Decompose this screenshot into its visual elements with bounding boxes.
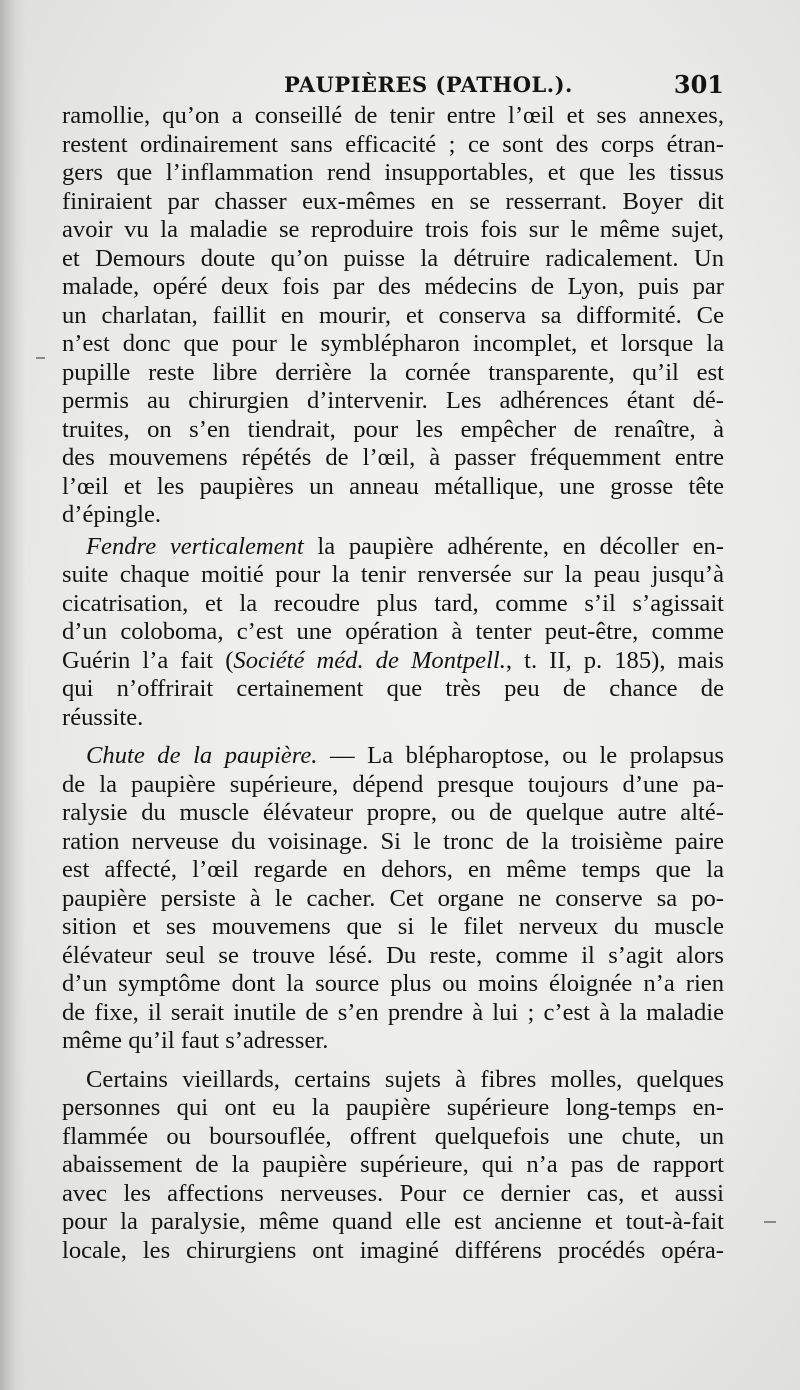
text-run: Certains vieillards, certains sujets à fibres molles, quelques — [86, 1065, 724, 1093]
text-line — [62, 102, 724, 131]
text-line — [62, 1237, 724, 1266]
text-line — [62, 159, 724, 188]
text-run: n’est donc que pour le symblépharon incomplet, et lorsque la — [62, 330, 724, 357]
text-run: malade, opéré deux fois par des médecins de Lyon, puis par — [62, 273, 724, 300]
text-run: permis au chirurgien d’intervenir. Les adhérences étant dé- — [62, 387, 724, 414]
text-line — [62, 1208, 724, 1237]
text-line — [62, 216, 724, 245]
text-line — [62, 704, 724, 733]
italic-text: Chute de la paupière. — [86, 742, 318, 769]
text-run: finiraient par chasser eux-mêmes en se resserrant. Boyer dit — [62, 187, 724, 215]
text-line — [62, 828, 724, 857]
text-line — [62, 416, 724, 445]
text-run: ramollie, qu’on a conseillé de tenir entre l’œil et ses annexes, — [62, 102, 724, 129]
text-line — [62, 1123, 724, 1152]
text-run: Guérin l’a fait ( — [62, 646, 234, 674]
italic-text: Fendre verticalement — [86, 532, 304, 560]
text-run: — La blépharoptose, ou le prolapsus — [317, 742, 724, 769]
text-run: ration nerveuse du voisinage. Si le tronc de la troisième paire — [62, 827, 724, 855]
text-run: un charlatan, faillit en mourir, et conserva sa difformité. Ce — [62, 301, 724, 329]
text-run: élévateur seul se trouve lésé. Du reste, comme il s’agit alors — [62, 941, 724, 969]
text-line — [62, 771, 724, 800]
text-run: sition et ses mouvemens que si le filet nerveux du muscle — [62, 913, 724, 940]
text-line — [62, 618, 724, 647]
paragraph-gap — [62, 1056, 724, 1066]
text-run: est affecté, l’œil regarde en dehors, en même temps que la — [62, 856, 724, 883]
text-line — [62, 999, 724, 1028]
text-run: paupière persiste à le cacher. Cet organe ne conserve sa po- — [62, 884, 724, 912]
text-run: d’un coloboma, c’est une opération à tenter peut-être, comme — [62, 618, 724, 645]
text-line — [62, 302, 724, 331]
text-run: locale, les chirurgiens ont imaginé différens procédés opéra- — [62, 1236, 724, 1264]
text-line — [62, 1094, 724, 1123]
text-run: gers que l’inflammation rend insupportables, et que les tissus — [62, 159, 724, 186]
text-run: d’épingle. — [62, 501, 162, 528]
gutter-shadow — [0, 0, 26, 1390]
text-line — [62, 533, 724, 562]
text-run: avoir vu la maladie se reproduire trois fois sur le même sujet, — [62, 216, 724, 243]
paragraph — [62, 1066, 724, 1266]
text-run: personnes qui ont eu la paupière supérieure long-temps en- — [62, 1094, 724, 1121]
text-line — [62, 675, 724, 704]
paragraph-gap — [62, 732, 724, 742]
text-line — [62, 742, 724, 771]
text-line — [62, 942, 724, 971]
text-line — [62, 1066, 724, 1095]
text-run: , t. II, p. 185), mais — [505, 646, 725, 674]
text-line — [62, 330, 724, 359]
text-run: suite chaque moitié pour la tenir renversée sur la peau jusqu’à — [62, 561, 724, 588]
text-line — [62, 501, 724, 530]
text-run: la paupière adhérente, en décoller en- — [303, 532, 724, 560]
page-header — [62, 68, 724, 102]
text-run: flammée ou boursouflée, offrent quelquefois une chute, un — [62, 1122, 724, 1150]
text-run: avec les affections nerveuses. Pour ce dernier cas, et aussi — [62, 1179, 724, 1207]
text-line — [62, 188, 724, 217]
text-line — [62, 590, 724, 619]
text-line — [62, 856, 724, 885]
text-run: de la paupière supérieure, dépend presque toujours d’une pa- — [62, 770, 724, 798]
text-line — [62, 1180, 724, 1209]
text-run: truites, on s’en tiendrait, pour les empêcher de renaître, à — [62, 415, 724, 443]
text-line — [62, 245, 724, 274]
body-text — [62, 102, 724, 1265]
running-head: PAUPIÈRES (PATHOL.). — [284, 72, 573, 97]
text-line — [62, 647, 724, 676]
text-run: de fixe, il serait inutile de s’en prendre à lui ; c’est à la maladie — [62, 998, 724, 1026]
page-number: 301 — [673, 70, 724, 99]
text-run: qui n’offrirait certainement que très peu de chance de — [62, 675, 724, 702]
text-line — [62, 1151, 724, 1180]
italic-text: Société méd. de Montpell. — [233, 646, 506, 674]
text-line — [62, 473, 724, 502]
text-run: cicatrisation, et la recoudre plus tard, comme s’il s’agissait — [62, 589, 724, 617]
text-run: abaissement de la paupière supérieure, qui n’a pas de rapport — [62, 1151, 724, 1178]
text-run: réussite. — [62, 703, 144, 731]
text-line — [62, 970, 724, 999]
text-run: restent ordinairement sans efficacité ; ce sont des corps étran- — [62, 130, 724, 158]
text-line — [62, 913, 724, 942]
text-line — [62, 359, 724, 388]
text-line — [62, 885, 724, 914]
text-line — [62, 799, 724, 828]
text-run: des mouvemens répétés de l’œil, à passer fréquemment entre — [62, 444, 724, 471]
text-line — [62, 561, 724, 590]
margin-mark — [764, 1221, 776, 1223]
text-line — [62, 387, 724, 416]
text-run: pupille reste libre derrière la cornée transparente, qu’il est — [62, 358, 724, 386]
text-run: l’œil et les paupières un anneau métallique, une grosse tête — [62, 472, 724, 500]
text-line — [62, 131, 724, 160]
text-run: et Demours doute qu’on puisse la détruire radicalement. Un — [62, 244, 724, 272]
paragraph — [62, 102, 724, 530]
text-line — [62, 1027, 724, 1056]
text-run: même qu’il faut s’adresser. — [62, 1027, 329, 1054]
text-run: pour la paralysie, même quand elle est ancienne et tout-à-fait — [62, 1208, 724, 1235]
text-line — [62, 444, 724, 473]
text-run: d’un symptôme dont la source plus ou moins éloignée n’a rien — [62, 970, 724, 997]
paragraph — [62, 533, 724, 733]
text-run: ralysie du muscle élévateur propre, ou de quelque autre alté- — [62, 799, 724, 826]
margin-mark — [36, 357, 45, 359]
paragraph — [62, 742, 724, 1056]
text-line — [62, 273, 724, 302]
